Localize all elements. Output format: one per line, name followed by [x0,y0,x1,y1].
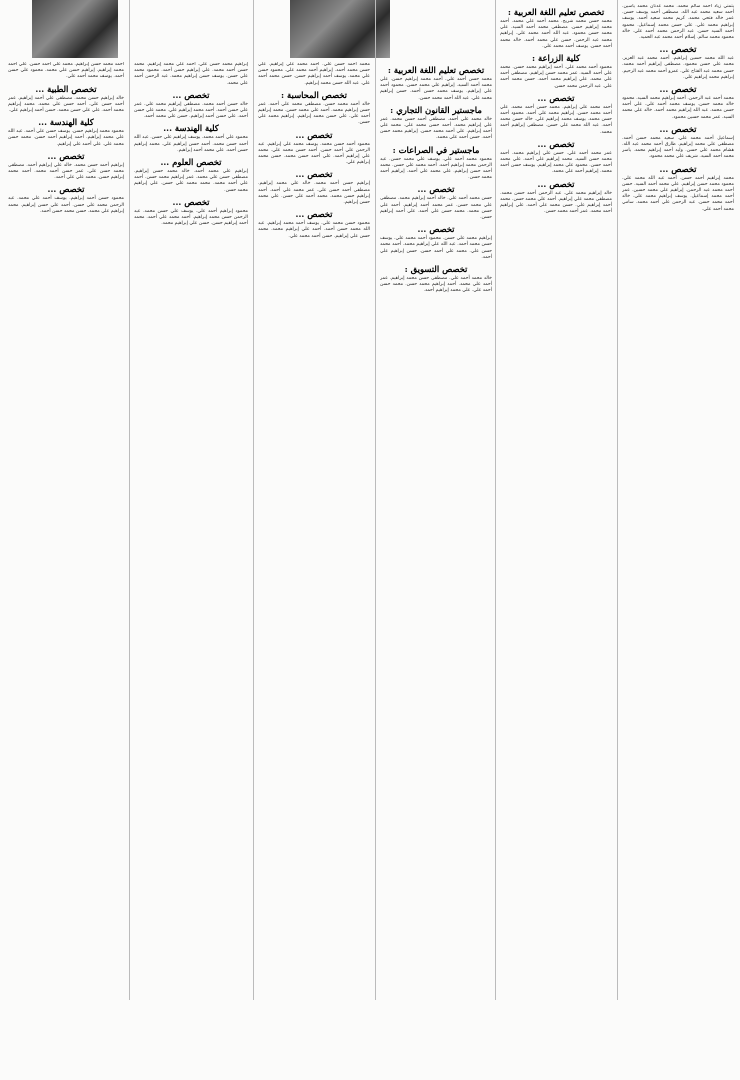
body-text: خالد إبراهيم حسن محمد. مصطفى علي أحمد إبراهيم. عمر أحمد حسن علي. أحمد حسن علي محمد. محمد إبراهيم محمد أحمد. علي علي حسن محمد. حسن أحمد إبراهيم علي. [8,95,124,114]
body-text: إسماعيل أحمد محمد علي. سعيد محمد حسن أحمد. مصطفى علي محمد إبراهيم. طارق أحمد محمد عبد الله. هشام محمد علي حسن. وليد أحمد إبراهيم محمد. ياسر محمد أحمد السيد. شريف علي محمد محمود. [622,135,734,160]
body-text: محمد حسن أحمد علي. أحمد محمد إبراهيم حسن. علي محمد أحمد السيد. إبراهيم علي محمد حسن. محمود أحمد علي إبراهيم. يوسف محمد حسن أحمد. حسن إبراهيم محمد علي. عبد الله أحمد محمد حسن. [380,77,492,101]
body-text: محمد أحمد عبد الرحمن. أحمد إبراهيم محمد السيد. محمود خالد محمد حسن. يوسف محمد أحمد علي. علي أحمد حسن محمد. عبد الله إبراهيم محمد أحمد. خالد علي محمد السيد. عمر محمد حسين محمود. [622,96,734,120]
body-text: خالد أحمد محمد حسن. مصطفى محمد علي أحمد. عمر حسن إبراهيم محمد. أحمد علي محمد حسن. محمد إبراهيم أحمد علي. علي حسن محمد إبراهيم. إبراهيم محمد علي حسن. [258,101,370,126]
column-rule [375,0,376,1000]
section-heading: تخصص ... [172,196,210,207]
body-text: إبراهيم محمد علي حسن. محمود أحمد محمد علي. يوسف حسن محمد أحمد. عبد الله علي إبراهيم محمد. أحمد محمد حسن علي. محمد علي أحمد حسن. حسن إبراهيم علي أحمد. [380,236,492,260]
column-rule [253,0,254,1000]
section-heading: تخصص ... [295,169,333,180]
section-heading: تخصص ... [172,89,210,100]
section-heading: تخصص التسويق : [404,264,468,275]
section-heading: تخصص المحاسبة : [281,89,347,100]
body-text: أحمد محمد حسن إبراهيم. محمد علي أحمد حسن. علي أحمد محمد إبراهيم. إبراهيم حسن علي محمد. محمود علي حسن أحمد. يوسف محمد أحمد علي. [8,62,124,80]
body-text: حسن محمد أحمد علي. خالد أحمد إبراهيم محمد. مصطفى علي محمد حسن. عمر محمد أحمد إبراهيم. أحمد علي حسن محمد. محمد حسن علي أحمد. علي أحمد إبراهيم حسن. [380,196,492,221]
section-heading: كلية الهندسة ... [163,123,219,134]
body-text: محمود محمد أحمد علي. يوسف علي محمد حسن. عبد الرحمن محمد إبراهيم أحمد. أحمد محمد علي حسن. محمد أحمد حسن إبراهيم. علي محمد علي أحمد. إبراهيم أحمد محمد حسن. [380,156,492,181]
body-text: خالد إبراهيم محمد علي. عبد الرحمن أحمد حسن محمد. مصطفى محمد علي إبراهيم. أحمد علي محمد حسن. محمد أحمد إبراهيم علي. حسن محمد علي أحمد. علي إبراهيم أحمد محمد. عمر أحمد محمد حسن. [500,190,612,215]
body-text: إبراهيم محمد حسن علي. أحمد علي محمد إبراهيم. محمد حسن أحمد محمد. علي إبراهيم حسن أحمد. محمود محمد علي حسن. يوسف حسن إبراهيم محمد. عبد الرحمن أحمد علي محمد. [134,62,248,86]
body-text: محمد إبراهيم أحمد حسن. أحمد عبد الله محمد علي. محمود محمد حسن إبراهيم. علي محمد أحمد السيد. حسن أحمد محمد عبد الرحمن. إبراهيم علي محمد حسين. عمر أحمد محمد إسماعيل. يوسف إبراهيم محمد علي. خالد أحمد محمد حسن. عبد الرحمن علي أحمد محمد. سامي محمد أحمد علي. [622,175,734,212]
section-heading: تخصص ... [417,184,455,195]
column-4 [258,62,370,1062]
body-text: إبراهيم علي محمد أحمد. خالد محمد حسن إبراهيم. مصطفى حسن علي محمد. عمر إبراهيم محمد حسن. أحمد علي أحمد محمد. محمد محمد علي حسن. علي إبراهيم محمد حسن. [134,169,248,193]
section-heading: تخصص ... [537,178,575,189]
section-heading: تخصص ... [47,150,85,161]
body-text: محمود علي أحمد محمد. يوسف إبراهيم علي حسن. عبد الله أحمد حسن محمد. أحمد حسن إبراهيم علي. محمد إبراهيم حسن أحمد. علي محمد أحمد إبراهيم. [134,135,248,153]
body-text: إبراهيم أحمد حسن محمد. خالد علي إبراهيم أحمد. مصطفى محمد حسن علي. عمر حسن أحمد محمد. أحمد محمد إبراهيم حسن. محمد علي علي أحمد. [8,162,124,181]
column-2 [500,4,612,1064]
body-text: محمود محمد إبراهيم حسن. يوسف حسن علي أحمد. عبد الله علي محمد إبراهيم. أحمد إبراهيم أحمد حسن. محمد حسن محمد علي. علي أحمد علي إبراهيم. [8,129,124,147]
section-heading: تخصص تعليم اللغة العربية : [387,65,485,75]
section-heading: كلية الهندسة ... [38,117,94,128]
section-heading: تخصص ... [537,138,575,149]
section-heading: تخصص ... [417,224,455,235]
section-heading: تخصص العلوم ... [160,157,222,168]
section-heading: تخصص ... [295,209,333,220]
body-text: أحمد محمد علي إبراهيم. محمد حسن أحمد محمد. علي أحمد محمد حسن. إبراهيم محمد علي أحمد. محمود أحمد حسن محمد. يوسف محمد إبراهيم علي. خالد حسن محمد أحمد. عبد الله محمد علي حسن. مصطفى إبراهيم أحمد محمد. [500,104,612,135]
body-text: محمد حسن محمد شريح. محمد أحمد علي محمد. أحمد محمد إبراهيم حسن. مصطفى محمد أحمد السيد. علي محمد حسن محمود. عبد الله أحمد محمد علي. إبراهيم محمد عبد الرحمن. حسن علي محمد أحمد. خالد محمد أحمد حسن. يوسف أحمد محمد علي. [500,19,612,49]
section-heading: تخصص ... [659,84,697,95]
section-heading: تخصص ... [659,44,697,55]
body-text: خالد حسن أحمد محمد. مصطفى إبراهيم محمد علي. عمر علي حسن أحمد. أحمد محمد إبراهيم علي. محمد علي حسن أحمد. علي حسن أحمد إبراهيم. حسن علي محمد أحمد. [134,101,248,120]
column-6 [8,62,124,1062]
column-rule [617,0,618,1000]
section-heading: تخصص ... [537,92,575,103]
section-heading: تخصص الطبية ... [35,83,97,94]
body-text: محمود إبراهيم أحمد علي. يوسف علي حسن محمد. عبد الرحمن حسن محمد إبراهيم. أحمد محمد علي أحمد. محمد أحمد إبراهيم حسن. حسن علي إبراهيم محمد. [134,208,248,227]
section-heading: ماجستير القانون التجاري : [390,104,482,115]
body-text: عبد الله محمد حسين إبراهيم. أحمد محمد عبد العزيز. محمد علي حسن محمود. مصطفى إبراهيم أحمد محمد. حسن محمد عبد الفتاح علي. عمرو أحمد محمد عبد الرحيم. إبراهيم محمد إبراهيم علي. [622,56,734,80]
section-heading: تخصص ... [295,129,333,140]
body-text: محمد أحمد حسن علي. أحمد محمد علي إبراهيم. علي حسن محمد أحمد. إبراهيم أحمد محمد علي. محمود حسن علي محمد. يوسف أحمد إبراهيم حسن. حسن محمد أحمد علي. عبد الله حسن محمد إبراهيم. [258,62,370,86]
body-text: إبراهيم حسن أحمد محمد. خالد علي محمد إبراهيم. مصطفى أحمد حسن علي. عمر محمد علي أحمد. أحمد إبراهيم حسن محمد. محمد أحمد علي حسن. علي محمد حسن إبراهيم. [258,181,370,206]
column-rule [495,0,496,1000]
body-text: محمود حسن أحمد إبراهيم. يوسف أحمد علي محمد. عبد الرحمن محمد علي حسن. أحمد علي حسن إبراهيم. محمد إبراهيم علي محمد. حسن محمد حسن أحمد. [8,196,124,214]
section-heading: تخصص ... [659,123,697,134]
body-text: محمود حسن محمد علي. يوسف أحمد محمد إبراهيم. عبد الله محمد حسن أحمد. أحمد علي إبراهيم محمد. محمد حسن علي إبراهيم. حسن أحمد محمد علي. [258,221,370,239]
section-heading: تخصص ... [47,184,85,195]
body-text: يتمني زياد أحمد سالم محمد. محمد عدنان محمد ياسين. أحمد سعيد محمد عبد الله. مصطفى أحمد يوسف حسن. عمر خالد فتحي محمد. كريم محمد سعيد أحمد. يوسف إبراهيم محمد علي. علي حسن محمد إسماعيل. محمود أحمد السيد حسن. عبد الرحمن محمد أحمد علي. خالد محمود محمد سالم. إسلام أحمد محمد عبد الحميد. [622,4,734,41]
body-text: خالد محمد علي أحمد. مصطفى أحمد حسن محمد. عمر علي إبراهيم محمد. أحمد حسن محمد علي. محمد علي أحمد إبراهيم. علي أحمد محمد حسن. إبراهيم محمد حسن أحمد. حسن أحمد علي محمد. [380,116,492,141]
body-text: عمر محمد أحمد علي. حسن علي إبراهيم محمد. أحمد محمد حسن السيد. محمد إبراهيم علي أحمد. علي محمد أحمد حسن. محمود علي محمد إبراهيم. يوسف حسن أحمد محمد. إبراهيم أحمد علي محمد. [500,150,612,175]
column-1 [622,4,734,1064]
section-heading: كلية الزراعة : [531,53,581,64]
section-heading: تخصص تعليم اللغة العربية : [507,7,605,17]
column-rule [129,0,130,1000]
section-heading: تخصص ... [659,163,697,174]
body-text: خالد محمد أحمد علي. مصطفى حسن محمد إبراهيم. عمر أحمد علي محمد. أحمد إبراهيم محمد حسن. محمد حسن أحمد علي. علي محمد إبراهيم أحمد. [380,276,492,294]
body-text: محمود أحمد محمد علي. أحمد إبراهيم محمد حسن. محمد علي أحمد السيد. عمر محمد حسن إبراهيم. مصطفى أحمد علي محمد. علي إبراهيم محمد أحمد. حسن محمد أحمد علي. عبد الرحمن محمد حسن. [500,65,612,89]
column-5 [134,62,248,1062]
column-3 [380,62,492,1062]
section-heading: ماجستير في الصراعات : [392,144,480,155]
body-text: محمود أحمد حسن محمد. يوسف محمد علي إبراهيم. عبد الرحمن علي أحمد حسن. أحمد حسن محمد علي. محمد علي إبراهيم أحمد. علي أحمد حسن محمد. حسن محمد إبراهيم علي. [258,141,370,166]
